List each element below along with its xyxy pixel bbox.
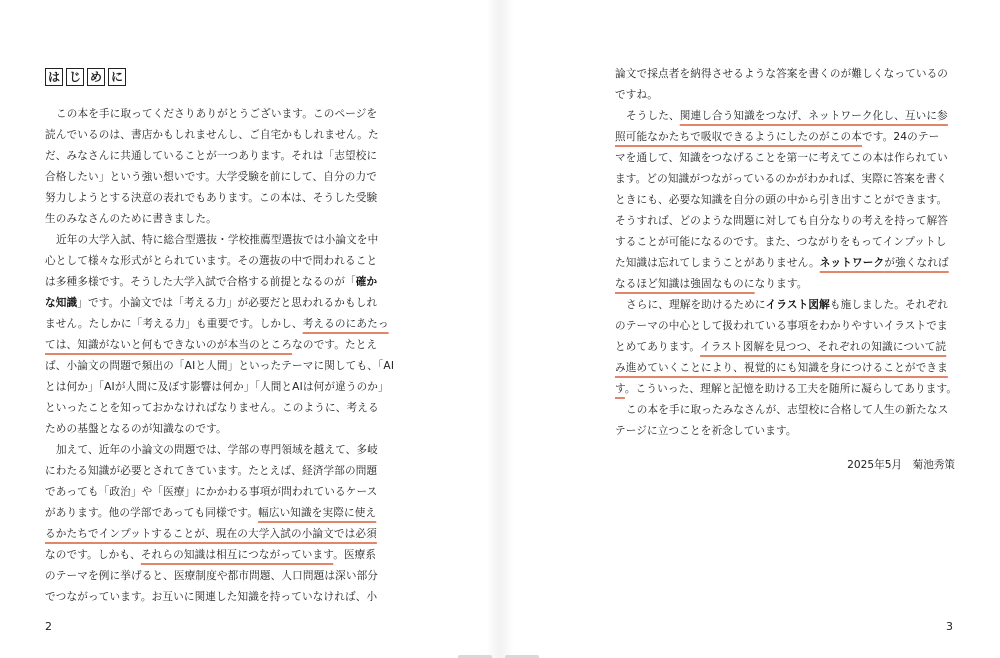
text-line — [45, 230, 387, 251]
text-line — [45, 293, 387, 314]
text-line — [45, 461, 387, 482]
text-line — [45, 314, 387, 335]
text-segment: とめてあります。 — [615, 341, 701, 353]
text-line — [45, 167, 387, 188]
underlined-text: るかたちでインプットすることが、現在の大学入試の小論文では必須 — [45, 528, 377, 540]
text-segment: も施しました。それぞれ — [829, 299, 949, 311]
text-line — [615, 379, 958, 400]
text-line — [615, 169, 958, 190]
underlined-text: イラスト図解を見つつ、それぞれの知識について読 — [700, 341, 947, 353]
text-segment: この本を手に取ったみなさんが、志望校に合格して人生の新たなス — [626, 404, 949, 416]
text-line — [615, 400, 958, 421]
underlined-text: 考えるのにあたっ — [302, 318, 389, 330]
text-segment: 読んでいるのは、書店かもしれませんし、ご自宅かもしれません。た — [45, 129, 379, 141]
text-line — [615, 253, 958, 274]
right-body-text — [615, 64, 958, 442]
text-line — [615, 106, 958, 127]
text-segment: なります。 — [754, 278, 808, 290]
underlined-text: 照可能なかたちで吸収できるようにしたのがこの本 — [615, 131, 862, 143]
bold-text: 確か — [355, 276, 378, 288]
text-line — [615, 127, 958, 148]
text-segment: でつながっています。お互いに関連した知識を持っていなければ、小 — [45, 591, 378, 603]
text-line — [45, 272, 387, 293]
text-line — [615, 316, 958, 337]
text-segment: は多種多様です。そうした大学入試で合格する前提となるのが「 — [45, 276, 356, 288]
text-line — [45, 104, 387, 125]
text-line — [45, 524, 387, 545]
underlined-text: 関連し合う知識をつなげ、ネットワーク化し、互いに参 — [679, 110, 948, 122]
text-segment: 」です。小論文では「考える力」が必要だと思われるかもしれ — [77, 297, 378, 309]
bold-text: な知識 — [45, 297, 78, 309]
text-line — [45, 125, 387, 146]
underlined-text: す — [615, 383, 625, 395]
text-line — [615, 190, 958, 211]
underlined-text: ネットワーク — [819, 257, 885, 269]
text-line — [45, 503, 387, 524]
text-segment: にわたる知識が必要とされてきています。たとえば、経済学部の問題 — [45, 465, 378, 477]
text-segment: た知識は忘れてしまうことがありません。 — [615, 257, 820, 269]
text-segment: することが可能になるのです。また、つながりをもってインプットし — [615, 236, 947, 248]
text-line — [45, 398, 387, 419]
page-number: 2 — [45, 620, 52, 633]
text-line — [45, 188, 387, 209]
text-segment: とは何か」「AIが人間に及ぼす影響は何か」「人間とAIは何が違うのか」 — [45, 381, 389, 393]
gutter-shadow — [486, 0, 500, 658]
text-line — [45, 440, 387, 461]
text-segment: なのです。たとえ — [292, 339, 378, 351]
text-segment: といったことを知っておかなければなりません。このように、考える — [45, 402, 379, 414]
text-line — [615, 337, 958, 358]
text-segment: ですね。 — [615, 89, 658, 101]
text-line — [615, 64, 958, 85]
underlined-text: なるほど知識は強固なものに — [615, 278, 755, 290]
text-segment: であっても「政治」や「医療」にかかわる事項が問われているケース — [45, 486, 378, 498]
heading-char-box: め — [87, 68, 105, 86]
text-segment: 心として様々な形式がとられています。その選抜の中で問われること — [45, 255, 378, 267]
text-segment: のテーマの中心として扱われている事項をわかりやすいイラストでま — [615, 320, 948, 332]
text-line — [45, 209, 387, 230]
text-line — [45, 545, 387, 566]
text-line — [615, 232, 958, 253]
text-segment: 論文で採点者を納得させるような答案を書くのが難しくなっているの — [615, 68, 949, 80]
text-segment: 加えて、近年の小論文の問題では、学部の専門領域を越えて、多岐 — [56, 444, 378, 456]
text-line — [615, 274, 958, 295]
right-page — [500, 0, 1000, 658]
text-line — [45, 587, 387, 608]
heading-char-box: じ — [66, 68, 84, 86]
text-line — [45, 566, 387, 587]
text-segment: 。医療系 — [333, 549, 377, 561]
text-segment: 努力しようとする決意の表れでもあります。この本は、そうした受験 — [45, 192, 378, 204]
text-line — [45, 482, 387, 503]
text-line — [615, 148, 958, 169]
text-line — [615, 421, 958, 442]
text-segment: ときにも、必要な知識を自分の頭の中から引き出すことができます。 — [615, 194, 948, 206]
signature-date-author: 2025年5月 菊池秀策 — [847, 459, 955, 471]
text-segment: ば、小論文の問題で頻出の「AIと人間」といったテーマに関しても、「AI — [45, 360, 395, 372]
text-segment: そうすれば、どのような問題に対しても自分なりの考えを持って解答 — [615, 215, 949, 227]
heading-char-box: は — [45, 68, 63, 86]
text-line — [615, 211, 958, 232]
text-segment: この本を手に取ってくださりありがとうございます。このページを — [56, 108, 378, 120]
text-line — [45, 251, 387, 272]
text-segment: ます。どの知識がつながっているのかがわかれば、実際に答案を書く — [615, 173, 948, 185]
text-segment: 合格したい」という強い想いです。大学受験を前にして、自分の力で — [45, 171, 377, 183]
text-segment: があります。他の学部であっても同様です。 — [45, 507, 259, 519]
text-line — [615, 295, 958, 316]
text-segment: ません。たしかに「考える力」も重要です。しかし、 — [45, 318, 303, 330]
text-line — [45, 335, 387, 356]
text-segment: です。24のテー — [862, 131, 940, 143]
page-number: 3 — [946, 620, 953, 633]
underlined-text: み進めていくことにより、視覚的にも知識を身につけることができま — [615, 362, 948, 374]
text-segment: のテーマを例に挙げると、医療制度や都市問題、人口問題は深い部分 — [45, 570, 379, 582]
heading-char-box: に — [108, 68, 126, 86]
text-line — [615, 358, 958, 379]
left-body-text — [45, 104, 395, 608]
bold-text: イラスト図解 — [765, 299, 830, 311]
text-segment: さらに、理解を助けるために — [626, 299, 766, 311]
text-segment: ための基盤となるのが知識なのです。 — [45, 423, 227, 435]
text-line — [45, 146, 387, 167]
text-line — [45, 377, 387, 398]
underlined-text: それらの知識は相互につながっています — [140, 549, 334, 561]
text-segment: なのです。しかも、 — [45, 549, 141, 561]
text-segment: 近年の大学入試、特に総合型選抜・学校推薦型選抜では小論文を中 — [56, 234, 379, 246]
text-line — [45, 419, 387, 440]
underlined-text: 幅広い知識を実際に使え — [258, 507, 377, 519]
text-line — [615, 85, 958, 106]
text-segment: だ、みなさんに共通していることが一つあります。それは「志望校に — [45, 150, 378, 162]
text-segment: 。こういった、理解と記憶を助ける工夫を随所に凝らしてあります。 — [624, 383, 958, 395]
underlined-text: ては、知識がないと何もできないのが本当のところ — [45, 339, 293, 351]
underlined-text: が強くなれば — [884, 257, 949, 269]
chapter-heading — [45, 68, 126, 86]
text-segment: テージに立つことを祈念しています。 — [615, 425, 797, 437]
text-segment: 生のみなさんのために書きました。 — [45, 213, 217, 225]
text-segment: マを通して、知識をつなげることを第一に考えてこの本は作られてい — [615, 152, 948, 164]
gutter-shadow — [500, 0, 514, 658]
text-segment: そうした、 — [626, 110, 680, 122]
text-line — [45, 356, 395, 377]
